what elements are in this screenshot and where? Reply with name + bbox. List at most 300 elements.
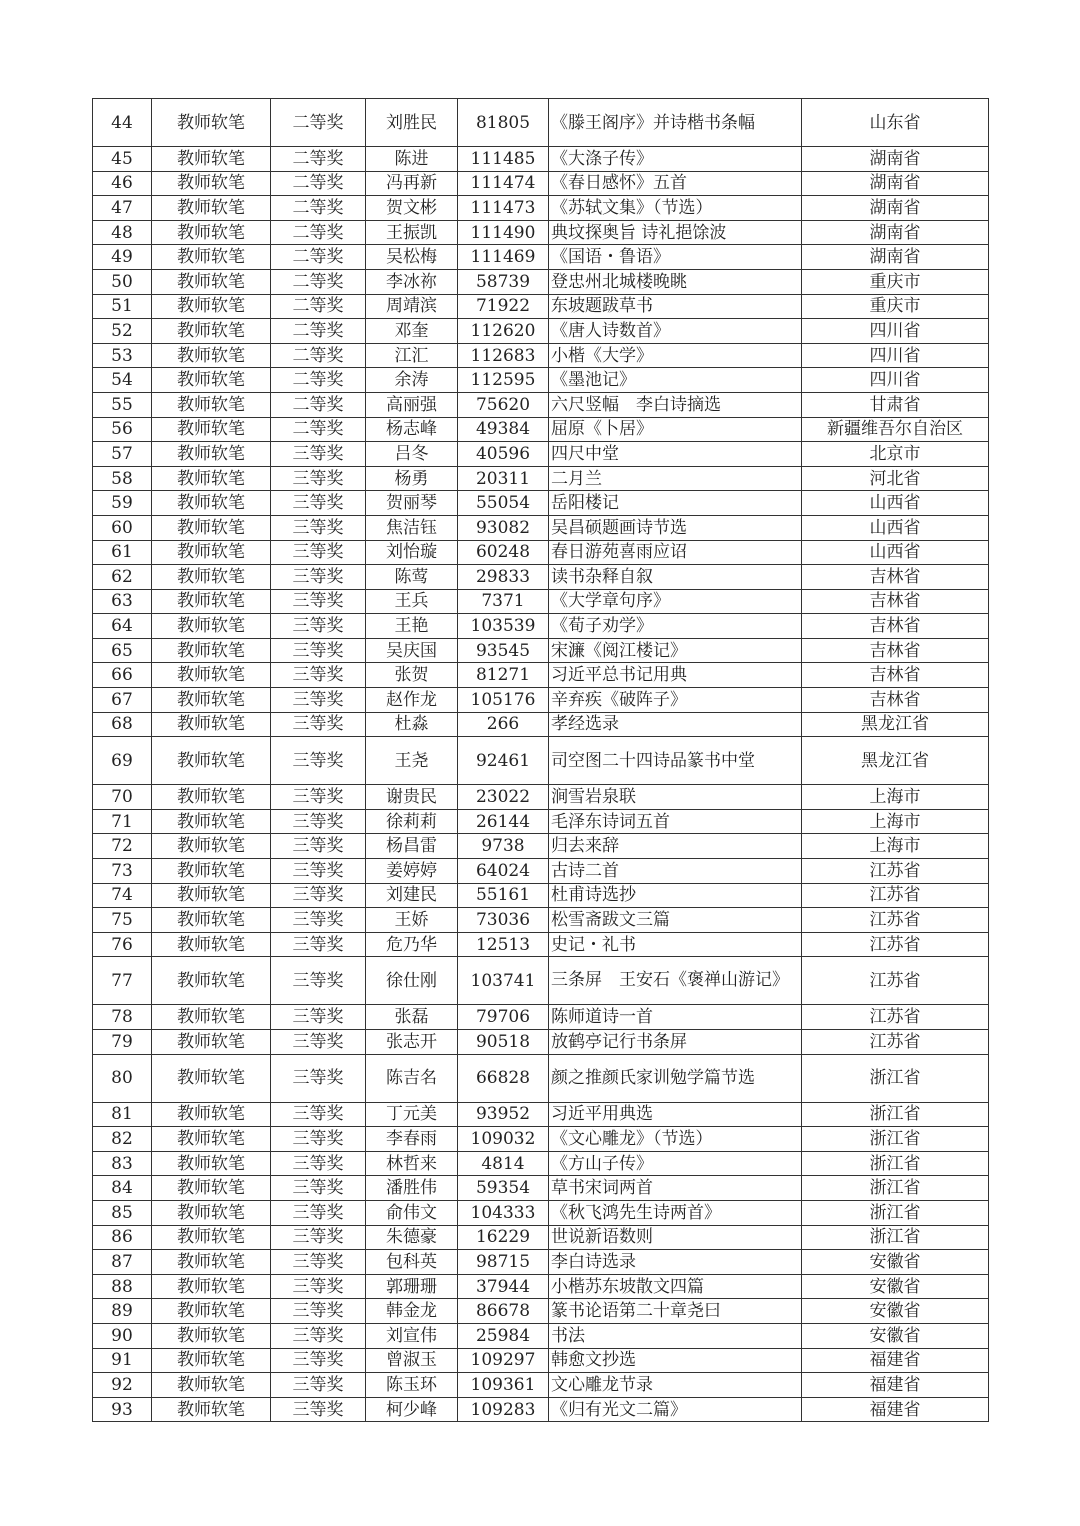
- author-name-cell: 陈莺: [366, 565, 458, 590]
- award-level-cell: 二等奖: [271, 99, 366, 147]
- entry-id-cell: 16229: [458, 1225, 549, 1250]
- work-title-cell: 史记・礼书: [549, 932, 802, 957]
- entry-id-cell: 75620: [458, 392, 549, 417]
- award-level-cell: 三等奖: [271, 712, 366, 737]
- table-row: [93, 688, 989, 713]
- award-level-cell: 二等奖: [271, 392, 366, 417]
- table-row: [93, 809, 989, 834]
- work-title-cell: 世说新语数则: [549, 1225, 802, 1250]
- entry-id-cell: 55054: [458, 491, 549, 516]
- work-title-cell: 孝经选录: [549, 712, 802, 737]
- province-cell: 浙江省: [802, 1127, 989, 1152]
- author-name-cell: 吴庆国: [366, 638, 458, 663]
- province-cell: 湖南省: [802, 171, 989, 196]
- entry-id-cell: 109283: [458, 1397, 549, 1422]
- category-cell: 教师软笔: [152, 589, 271, 614]
- entry-id-cell: 71922: [458, 294, 549, 319]
- table-row: [93, 1127, 989, 1152]
- province-cell: 福建省: [802, 1373, 989, 1398]
- work-title-cell: 三条屏 王安石《褒禅山游记》: [549, 957, 802, 1005]
- author-name-cell: 朱德豪: [366, 1225, 458, 1250]
- table-row: [93, 638, 989, 663]
- table-row: [93, 883, 989, 908]
- award-level-cell: 三等奖: [271, 1054, 366, 1102]
- author-name-cell: 冯再新: [366, 171, 458, 196]
- province-cell: 江苏省: [802, 908, 989, 933]
- entry-id-cell: 81805: [458, 99, 549, 147]
- work-title-cell: 韩愈文抄选: [549, 1348, 802, 1373]
- author-name-cell: 俞伟文: [366, 1200, 458, 1225]
- entry-id-cell: 23022: [458, 785, 549, 810]
- category-cell: 教师软笔: [152, 565, 271, 590]
- author-name-cell: 赵作龙: [366, 688, 458, 713]
- author-name-cell: 李冰祢: [366, 269, 458, 294]
- entry-id-cell: 79706: [458, 1005, 549, 1030]
- award-level-cell: 二等奖: [271, 294, 366, 319]
- row-number: 53: [93, 343, 152, 368]
- author-name-cell: 陈吉名: [366, 1054, 458, 1102]
- table-row: [93, 442, 989, 467]
- entry-id-cell: 58739: [458, 269, 549, 294]
- province-cell: 重庆市: [802, 269, 989, 294]
- category-cell: 教师软笔: [152, 932, 271, 957]
- table-row: [93, 1373, 989, 1398]
- entry-id-cell: 112595: [458, 368, 549, 393]
- category-cell: 教师软笔: [152, 196, 271, 221]
- province-cell: 山西省: [802, 540, 989, 565]
- province-cell: 浙江省: [802, 1054, 989, 1102]
- row-number: 77: [93, 957, 152, 1005]
- entry-id-cell: 266: [458, 712, 549, 737]
- category-cell: 教师软笔: [152, 1397, 271, 1422]
- province-cell: 上海市: [802, 809, 989, 834]
- table-row: [93, 614, 989, 639]
- province-cell: 江苏省: [802, 957, 989, 1005]
- award-level-cell: 三等奖: [271, 466, 366, 491]
- province-cell: 吉林省: [802, 638, 989, 663]
- work-title-cell: 古诗二首: [549, 859, 802, 884]
- work-title-cell: 书法: [549, 1323, 802, 1348]
- row-number: 63: [93, 589, 152, 614]
- category-cell: 教师软笔: [152, 269, 271, 294]
- table-row: [93, 663, 989, 688]
- category-cell: 教师软笔: [152, 417, 271, 442]
- category-cell: 教师软笔: [152, 491, 271, 516]
- row-number: 58: [93, 466, 152, 491]
- table-row: [93, 417, 989, 442]
- work-title-cell: 四尺中堂: [549, 442, 802, 467]
- category-cell: 教师软笔: [152, 1127, 271, 1152]
- author-name-cell: 谢贵民: [366, 785, 458, 810]
- table-row: [93, 1151, 989, 1176]
- entry-id-cell: 109297: [458, 1348, 549, 1373]
- entry-id-cell: 111474: [458, 171, 549, 196]
- category-cell: 教师软笔: [152, 712, 271, 737]
- province-cell: 安徽省: [802, 1250, 989, 1275]
- author-name-cell: 李春雨: [366, 1127, 458, 1152]
- award-level-cell: 三等奖: [271, 515, 366, 540]
- author-name-cell: 江汇: [366, 343, 458, 368]
- work-title-cell: 毛泽东诗词五首: [549, 809, 802, 834]
- author-name-cell: 王振凯: [366, 220, 458, 245]
- work-title-cell: 放鹤亭记行书条屏: [549, 1030, 802, 1055]
- province-cell: 浙江省: [802, 1176, 989, 1201]
- author-name-cell: 张志开: [366, 1030, 458, 1055]
- work-title-cell: 小楷苏东坡散文四篇: [549, 1274, 802, 1299]
- table-row: [93, 515, 989, 540]
- author-name-cell: 陈进: [366, 147, 458, 172]
- award-level-cell: 三等奖: [271, 638, 366, 663]
- work-title-cell: 《大学章句序》: [549, 589, 802, 614]
- table-row: [93, 540, 989, 565]
- province-cell: 浙江省: [802, 1151, 989, 1176]
- work-title-cell: 李白诗选录: [549, 1250, 802, 1275]
- category-cell: 教师软笔: [152, 859, 271, 884]
- category-cell: 教师软笔: [152, 883, 271, 908]
- category-cell: 教师软笔: [152, 466, 271, 491]
- work-title-cell: 登忠州北城楼晚眺: [549, 269, 802, 294]
- province-cell: 福建省: [802, 1348, 989, 1373]
- row-number: 70: [93, 785, 152, 810]
- province-cell: 湖南省: [802, 196, 989, 221]
- row-number: 91: [93, 1348, 152, 1373]
- row-number: 45: [93, 147, 152, 172]
- category-cell: 教师软笔: [152, 294, 271, 319]
- row-number: 80: [93, 1054, 152, 1102]
- author-name-cell: 潘胜伟: [366, 1176, 458, 1201]
- row-number: 67: [93, 688, 152, 713]
- entry-id-cell: 109361: [458, 1373, 549, 1398]
- author-name-cell: 王尧: [366, 737, 458, 785]
- author-name-cell: 陈玉环: [366, 1373, 458, 1398]
- category-cell: 教师软笔: [152, 614, 271, 639]
- category-cell: 教师软笔: [152, 1151, 271, 1176]
- entry-id-cell: 29833: [458, 565, 549, 590]
- province-cell: 江苏省: [802, 1030, 989, 1055]
- author-name-cell: 姜婷婷: [366, 859, 458, 884]
- award-level-cell: 二等奖: [271, 269, 366, 294]
- category-cell: 教师软笔: [152, 220, 271, 245]
- author-name-cell: 杨勇: [366, 466, 458, 491]
- category-cell: 教师软笔: [152, 147, 271, 172]
- award-list-table: [92, 98, 989, 1422]
- work-title-cell: 习近平总书记用典: [549, 663, 802, 688]
- award-level-cell: 三等奖: [271, 785, 366, 810]
- category-cell: 教师软笔: [152, 1250, 271, 1275]
- row-number: 56: [93, 417, 152, 442]
- category-cell: 教师软笔: [152, 1274, 271, 1299]
- award-level-cell: 二等奖: [271, 245, 366, 270]
- award-level-cell: 三等奖: [271, 1030, 366, 1055]
- work-title-cell: 二月兰: [549, 466, 802, 491]
- work-title-cell: 松雪斋跋文三篇: [549, 908, 802, 933]
- author-name-cell: 王娇: [366, 908, 458, 933]
- row-number: 89: [93, 1299, 152, 1324]
- table-row: [93, 99, 989, 147]
- work-title-cell: 《国语・鲁语》: [549, 245, 802, 270]
- author-name-cell: 张磊: [366, 1005, 458, 1030]
- award-level-cell: 二等奖: [271, 319, 366, 344]
- province-cell: 湖南省: [802, 147, 989, 172]
- row-number: 55: [93, 392, 152, 417]
- entry-id-cell: 25984: [458, 1323, 549, 1348]
- province-cell: 浙江省: [802, 1200, 989, 1225]
- award-level-cell: 二等奖: [271, 343, 366, 368]
- category-cell: 教师软笔: [152, 319, 271, 344]
- row-number: 84: [93, 1176, 152, 1201]
- category-cell: 教师软笔: [152, 392, 271, 417]
- province-cell: 黑龙江省: [802, 712, 989, 737]
- table-row: [93, 737, 989, 785]
- category-cell: 教师软笔: [152, 737, 271, 785]
- award-level-cell: 三等奖: [271, 1323, 366, 1348]
- entry-id-cell: 93545: [458, 638, 549, 663]
- author-name-cell: 徐莉莉: [366, 809, 458, 834]
- entry-id-cell: 111490: [458, 220, 549, 245]
- province-cell: 山西省: [802, 491, 989, 516]
- row-number: 85: [93, 1200, 152, 1225]
- category-cell: 教师软笔: [152, 368, 271, 393]
- author-name-cell: 杨昌雷: [366, 834, 458, 859]
- author-name-cell: 刘怡璇: [366, 540, 458, 565]
- entry-id-cell: 98715: [458, 1250, 549, 1275]
- table-row: [93, 392, 989, 417]
- category-cell: 教师软笔: [152, 957, 271, 1005]
- table-row: [93, 565, 989, 590]
- work-title-cell: 《归有光文二篇》: [549, 1397, 802, 1422]
- author-name-cell: 吴松梅: [366, 245, 458, 270]
- award-level-cell: 二等奖: [271, 220, 366, 245]
- category-cell: 教师软笔: [152, 1348, 271, 1373]
- province-cell: 河北省: [802, 466, 989, 491]
- work-title-cell: 小楷《大学》: [549, 343, 802, 368]
- row-number: 72: [93, 834, 152, 859]
- table-row: [93, 785, 989, 810]
- entry-id-cell: 86678: [458, 1299, 549, 1324]
- province-cell: 吉林省: [802, 589, 989, 614]
- work-title-cell: 《苏轼文集》（节选）: [549, 196, 802, 221]
- table-row: [93, 1323, 989, 1348]
- row-number: 44: [93, 99, 152, 147]
- row-number: 69: [93, 737, 152, 785]
- work-title-cell: 《滕王阁序》并诗楷书条幅: [549, 99, 802, 147]
- category-cell: 教师软笔: [152, 442, 271, 467]
- table-row: [93, 466, 989, 491]
- work-title-cell: 《方山子传》: [549, 1151, 802, 1176]
- work-title-cell: 典坟探奥旨 诗礼挹馀波: [549, 220, 802, 245]
- work-title-cell: 东坡题跋草书: [549, 294, 802, 319]
- work-title-cell: 习近平用典选: [549, 1102, 802, 1127]
- row-number: 61: [93, 540, 152, 565]
- row-number: 51: [93, 294, 152, 319]
- category-cell: 教师软笔: [152, 1373, 271, 1398]
- work-title-cell: 屈原《卜居》: [549, 417, 802, 442]
- author-name-cell: 焦洁钰: [366, 515, 458, 540]
- award-level-cell: 三等奖: [271, 1225, 366, 1250]
- award-level-cell: 三等奖: [271, 1176, 366, 1201]
- award-level-cell: 二等奖: [271, 368, 366, 393]
- author-name-cell: 王兵: [366, 589, 458, 614]
- award-level-cell: 三等奖: [271, 663, 366, 688]
- table-row: [93, 220, 989, 245]
- table-row: [93, 1176, 989, 1201]
- table-row: [93, 171, 989, 196]
- work-title-cell: 文心雕龙节录: [549, 1373, 802, 1398]
- author-name-cell: 高丽强: [366, 392, 458, 417]
- category-cell: 教师软笔: [152, 809, 271, 834]
- category-cell: 教师软笔: [152, 663, 271, 688]
- work-title-cell: 读书杂释自叙: [549, 565, 802, 590]
- work-title-cell: 《大涤子传》: [549, 147, 802, 172]
- row-number: 75: [93, 908, 152, 933]
- table-row: [93, 1030, 989, 1055]
- work-title-cell: 岳阳楼记: [549, 491, 802, 516]
- table-row: [93, 147, 989, 172]
- entry-id-cell: 103741: [458, 957, 549, 1005]
- table-row: [93, 859, 989, 884]
- province-cell: 新疆维吾尔自治区: [802, 417, 989, 442]
- award-level-cell: 二等奖: [271, 171, 366, 196]
- award-level-cell: 三等奖: [271, 859, 366, 884]
- entry-id-cell: 49384: [458, 417, 549, 442]
- award-level-cell: 三等奖: [271, 565, 366, 590]
- entry-id-cell: 103539: [458, 614, 549, 639]
- table-row: [93, 491, 989, 516]
- category-cell: 教师软笔: [152, 343, 271, 368]
- author-name-cell: 林哲来: [366, 1151, 458, 1176]
- table-row: [93, 1200, 989, 1225]
- entry-id-cell: 9738: [458, 834, 549, 859]
- entry-id-cell: 81271: [458, 663, 549, 688]
- entry-id-cell: 20311: [458, 466, 549, 491]
- award-level-cell: 三等奖: [271, 1348, 366, 1373]
- category-cell: 教师软笔: [152, 515, 271, 540]
- entry-id-cell: 12513: [458, 932, 549, 957]
- work-title-cell: 宋濂《阅江楼记》: [549, 638, 802, 663]
- award-level-cell: 三等奖: [271, 688, 366, 713]
- award-level-cell: 三等奖: [271, 1151, 366, 1176]
- entry-id-cell: 93952: [458, 1102, 549, 1127]
- table-row: [93, 1225, 989, 1250]
- entry-id-cell: 111485: [458, 147, 549, 172]
- table-row: [93, 245, 989, 270]
- entry-id-cell: 93082: [458, 515, 549, 540]
- province-cell: 湖南省: [802, 220, 989, 245]
- work-title-cell: 春日游苑喜雨应诏: [549, 540, 802, 565]
- award-level-cell: 三等奖: [271, 908, 366, 933]
- entry-id-cell: 4814: [458, 1151, 549, 1176]
- row-number: 49: [93, 245, 152, 270]
- category-cell: 教师软笔: [152, 1054, 271, 1102]
- entry-id-cell: 40596: [458, 442, 549, 467]
- category-cell: 教师软笔: [152, 1299, 271, 1324]
- entry-id-cell: 104333: [458, 1200, 549, 1225]
- author-name-cell: 刘建民: [366, 883, 458, 908]
- work-title-cell: 涧雪岩泉联: [549, 785, 802, 810]
- province-cell: 四川省: [802, 319, 989, 344]
- province-cell: 安徽省: [802, 1299, 989, 1324]
- author-name-cell: 贺文彬: [366, 196, 458, 221]
- row-number: 88: [93, 1274, 152, 1299]
- province-cell: 吉林省: [802, 688, 989, 713]
- province-cell: 江苏省: [802, 859, 989, 884]
- table-row: [93, 932, 989, 957]
- row-number: 60: [93, 515, 152, 540]
- work-title-cell: 《荀子劝学》: [549, 614, 802, 639]
- row-number: 57: [93, 442, 152, 467]
- category-cell: 教师软笔: [152, 1323, 271, 1348]
- row-number: 66: [93, 663, 152, 688]
- province-cell: 吉林省: [802, 663, 989, 688]
- entry-id-cell: 105176: [458, 688, 549, 713]
- award-level-cell: 三等奖: [271, 809, 366, 834]
- table-body: [93, 99, 989, 1422]
- province-cell: 江苏省: [802, 932, 989, 957]
- category-cell: 教师软笔: [152, 1225, 271, 1250]
- row-number: 64: [93, 614, 152, 639]
- award-level-cell: 三等奖: [271, 957, 366, 1005]
- table-row: [93, 1250, 989, 1275]
- category-cell: 教师软笔: [152, 171, 271, 196]
- row-number: 65: [93, 638, 152, 663]
- province-cell: 江苏省: [802, 883, 989, 908]
- row-number: 71: [93, 809, 152, 834]
- table-row: [93, 1005, 989, 1030]
- entry-id-cell: 60248: [458, 540, 549, 565]
- category-cell: 教师软笔: [152, 834, 271, 859]
- entry-id-cell: 111469: [458, 245, 549, 270]
- award-level-cell: 三等奖: [271, 1200, 366, 1225]
- award-level-cell: 三等奖: [271, 1005, 366, 1030]
- row-number: 82: [93, 1127, 152, 1152]
- entry-id-cell: 55161: [458, 883, 549, 908]
- work-title-cell: 陈师道诗一首: [549, 1005, 802, 1030]
- province-cell: 江苏省: [802, 1005, 989, 1030]
- award-level-cell: 二等奖: [271, 147, 366, 172]
- author-name-cell: 贺丽琴: [366, 491, 458, 516]
- entry-id-cell: 73036: [458, 908, 549, 933]
- category-cell: 教师软笔: [152, 638, 271, 663]
- author-name-cell: 刘胜民: [366, 99, 458, 147]
- award-level-cell: 三等奖: [271, 1250, 366, 1275]
- author-name-cell: 危乃华: [366, 932, 458, 957]
- province-cell: 甘肃省: [802, 392, 989, 417]
- entry-id-cell: 66828: [458, 1054, 549, 1102]
- province-cell: 四川省: [802, 368, 989, 393]
- award-level-cell: 三等奖: [271, 932, 366, 957]
- table-row: [93, 1299, 989, 1324]
- row-number: 48: [93, 220, 152, 245]
- table-row: [93, 908, 989, 933]
- award-level-cell: 三等奖: [271, 491, 366, 516]
- author-name-cell: 柯少峰: [366, 1397, 458, 1422]
- work-title-cell: 司空图二十四诗品篆书中堂: [549, 737, 802, 785]
- row-number: 76: [93, 932, 152, 957]
- row-number: 83: [93, 1151, 152, 1176]
- award-level-cell: 三等奖: [271, 614, 366, 639]
- category-cell: 教师软笔: [152, 1030, 271, 1055]
- row-number: 54: [93, 368, 152, 393]
- table-row: [93, 1348, 989, 1373]
- award-level-cell: 二等奖: [271, 417, 366, 442]
- author-name-cell: 韩金龙: [366, 1299, 458, 1324]
- province-cell: 湖南省: [802, 245, 989, 270]
- award-level-cell: 三等奖: [271, 1299, 366, 1324]
- award-level-cell: 三等奖: [271, 1274, 366, 1299]
- entry-id-cell: 111473: [458, 196, 549, 221]
- row-number: 87: [93, 1250, 152, 1275]
- table-row: [93, 834, 989, 859]
